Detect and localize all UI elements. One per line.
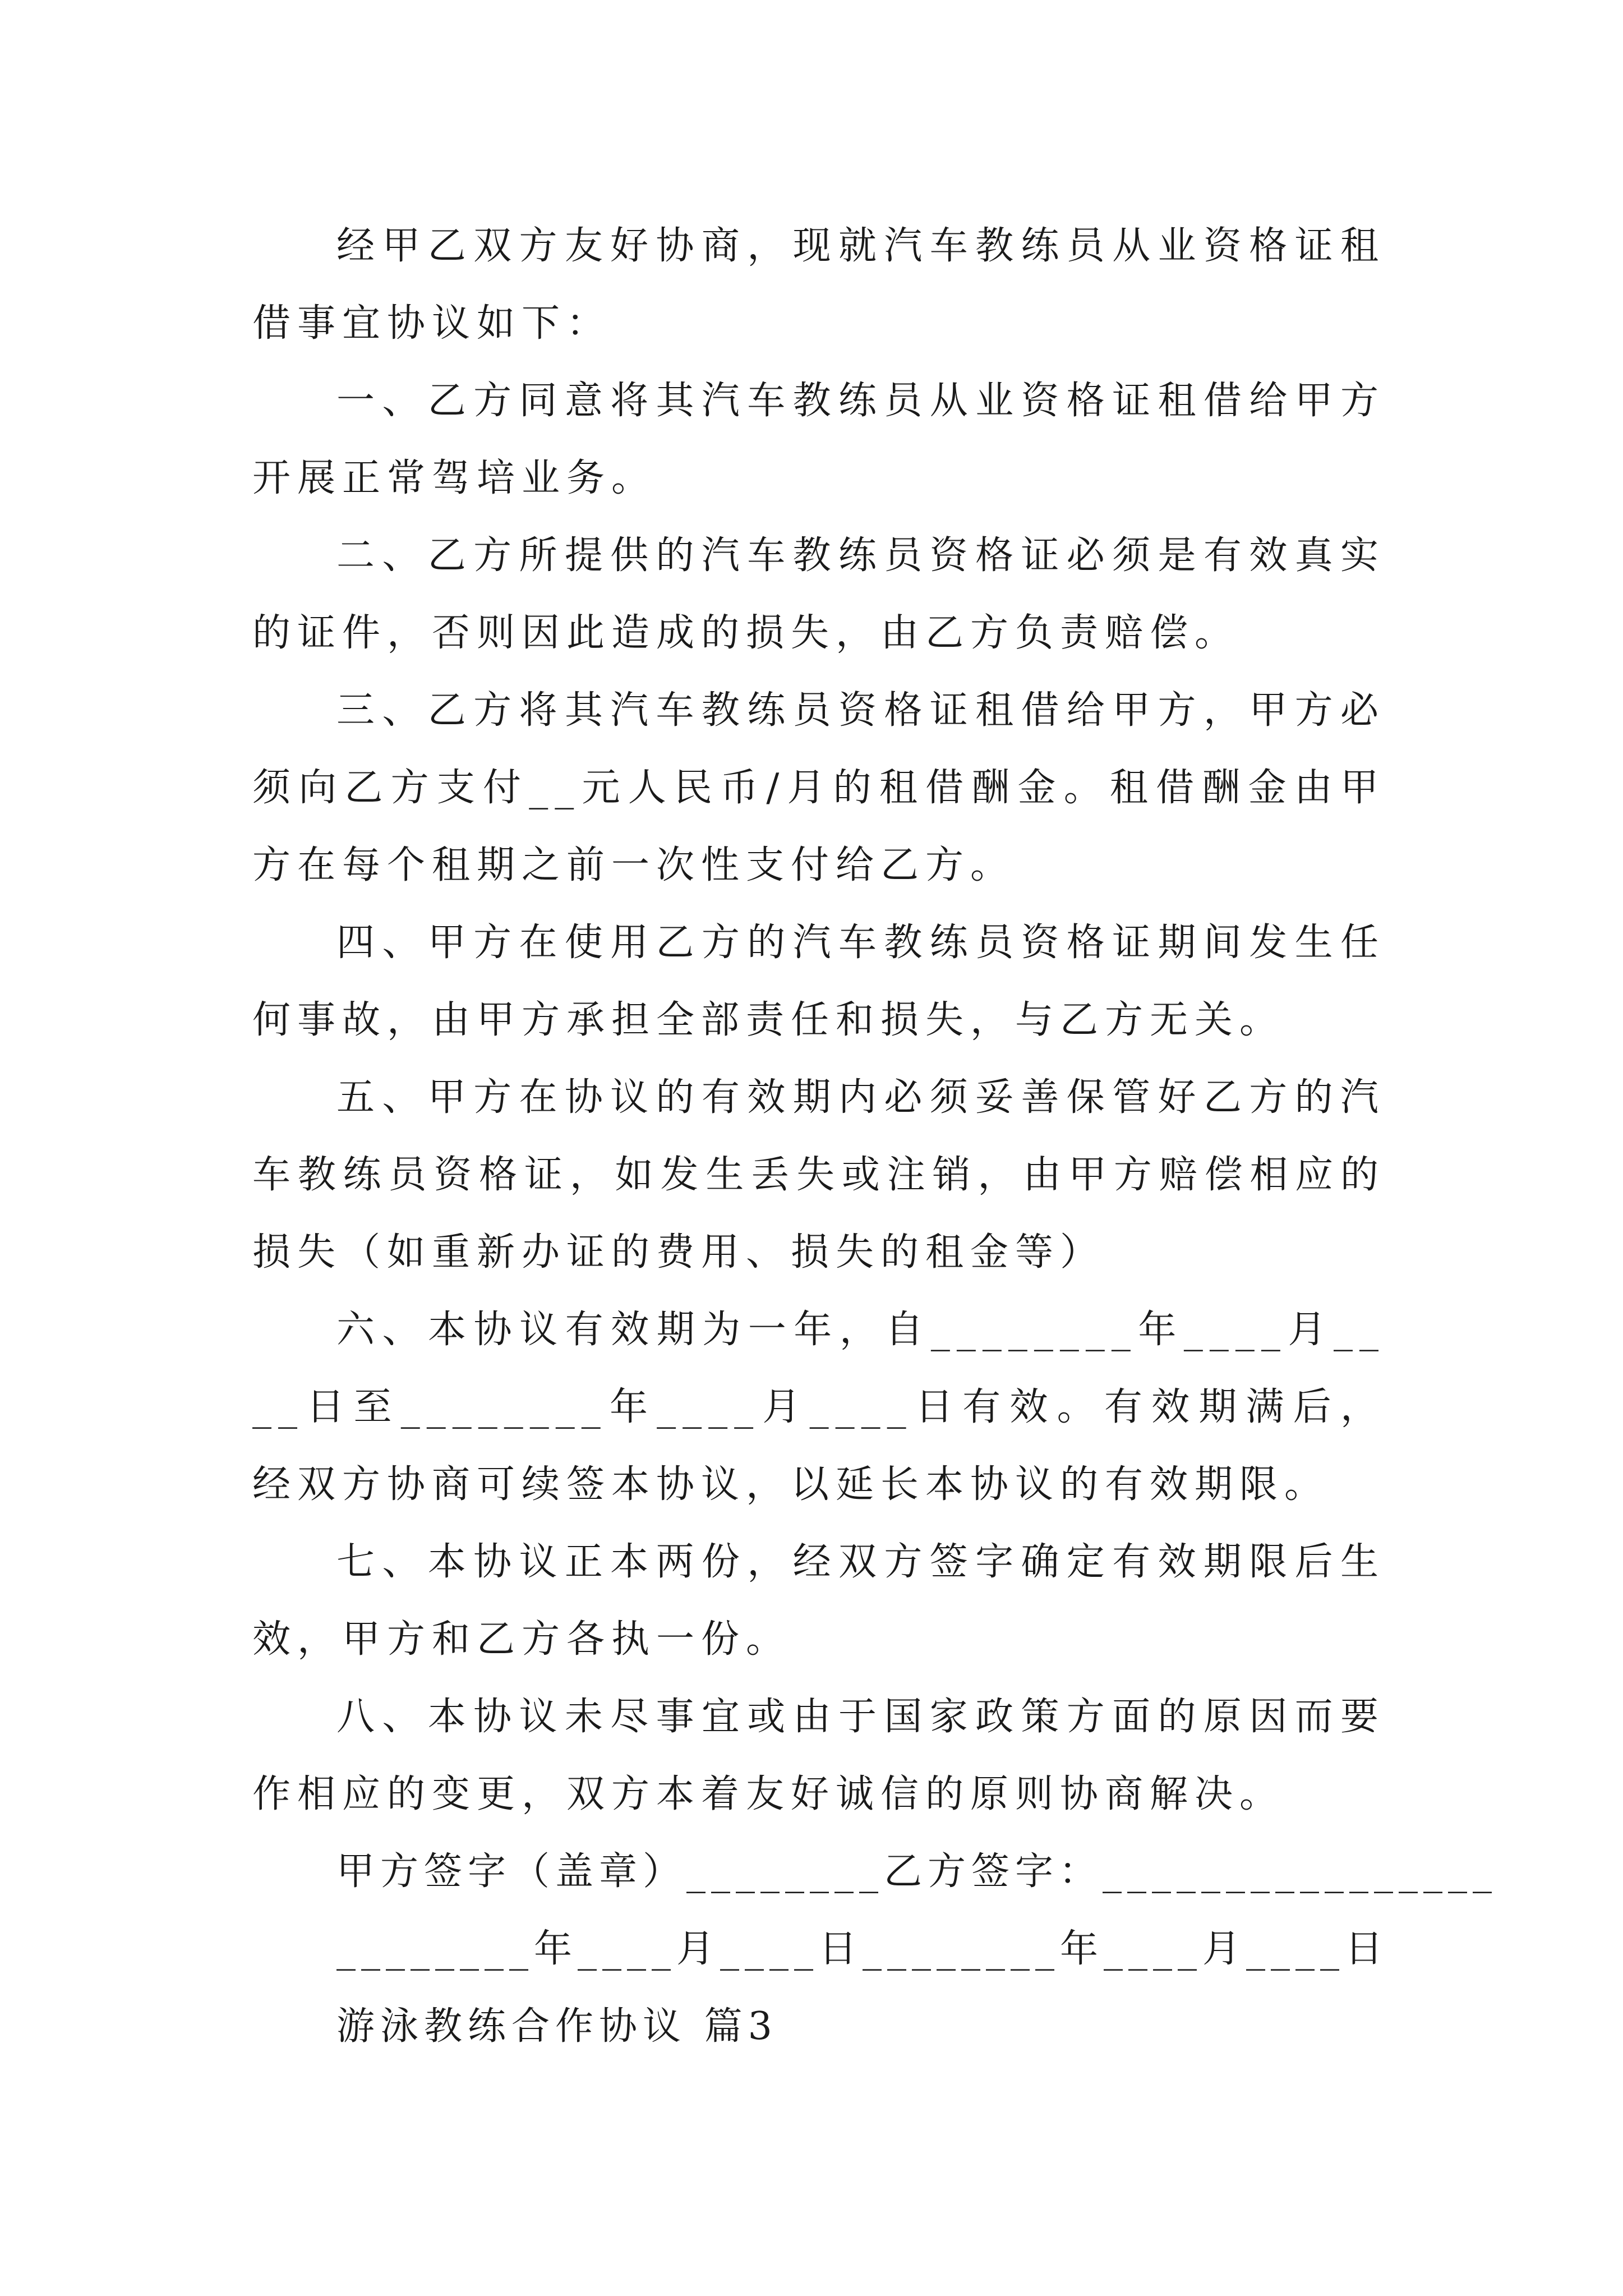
agreement-intro: 经甲乙双方友好协商，现就汽车教练员从业资格证租借事宜协议如下：: [252, 224, 1385, 346]
clause-1: 一、乙方同意将其汽车教练员从业资格证租借给甲方开展正常驾培业务。: [252, 379, 1385, 500]
date-line: ________年____月____日________年____月____日: [336, 1927, 1389, 1971]
clause-3: 三、乙方将其汽车教练员资格证租借给甲方，甲方必须向乙方支付__元人民币/月的租借酬金。租借酬金由甲方在每个租期之前一次性支付给乙方。: [252, 688, 1385, 887]
signature-line: 甲方签字（盖章）________乙方签字：________________: [336, 1849, 1498, 1894]
clause-5: 五、甲方在协议的有效期内必须妥善保管好乙方的汽车教练员资格证，如发生丢失或注销，由甲方赔偿相应的损失（如重新办证的费用、损失的租金等）: [252, 1075, 1385, 1274]
clause-6: 六、本协议有效期为一年，自________年____月____日至________年____月____日有效。有效期满后，经双方协商可续签本协议，以延长本协议的有效期限。: [252, 1308, 1385, 1507]
document-page: [252, 208, 1498, 2065]
clause-2: 二、乙方所提供的汽车教练员资格证必须是有效真实的证件，否则因此造成的损失，由乙方负责赔偿。: [252, 533, 1385, 655]
clause-4: 四、甲方在使用乙方的汽车教练员资格证期间发生任何事故，由甲方承担全部责任和损失，与乙方无关。: [252, 921, 1385, 1042]
clause-8: 八、本协议未尽事宜或由于国家政策方面的原因而要作相应的变更，双方本着友好诚信的原则协商解决。: [252, 1695, 1385, 1816]
clause-7: 七、本协议正本两份，经双方签字确定有效期限后生效，甲方和乙方各执一份。: [252, 1540, 1385, 1662]
next-section-heading: 游泳教练合作协议 篇3: [336, 2004, 778, 2049]
